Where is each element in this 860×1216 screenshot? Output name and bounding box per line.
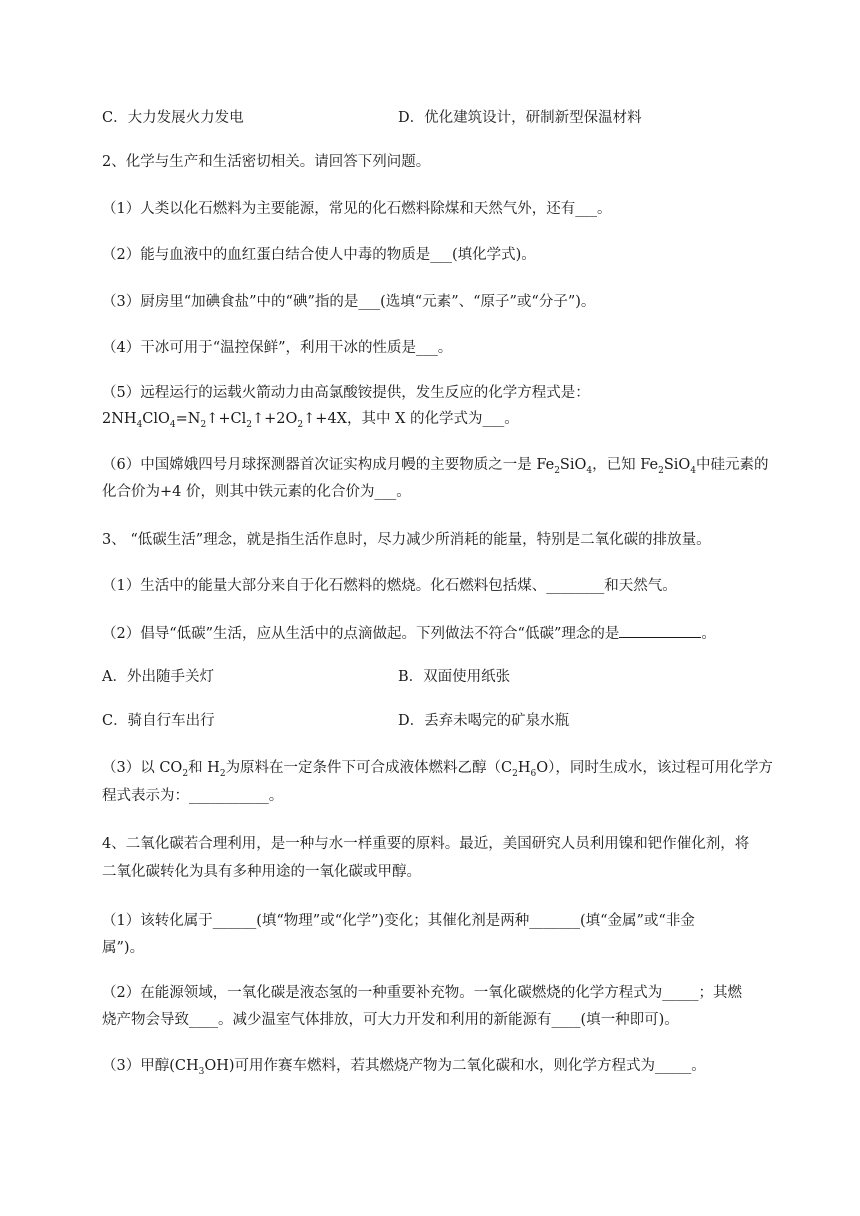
text-seg: SiO xyxy=(663,457,691,473)
subscript: 3 xyxy=(198,1066,205,1077)
subscript: 4 xyxy=(169,419,176,430)
subscript: 2 xyxy=(554,465,560,476)
subscript: 2 xyxy=(246,419,252,430)
q2-stem: 2、化学与生产和生活密切相关。请回答下列问题。 xyxy=(102,154,431,170)
q3-option-c: C．骑自行车出行 xyxy=(102,713,215,729)
q3-part1: （1）生活中的能量大部分来自于化石燃料的燃烧。化石燃料包括煤、________和天然气。 xyxy=(102,578,677,594)
text-seg: （3）以 CO xyxy=(102,760,183,776)
text-seg: OH)可用作赛车燃料，若其燃烧产物为二氧化碳和水，则化学方程式为_____。 xyxy=(204,1058,706,1074)
subscript: 2 xyxy=(658,465,664,476)
text-seg: （6）中国嫦娥四号月球探测器首次证实构成月幔的主要物质之一是 Fe xyxy=(102,457,555,473)
text-seg: ，已知 Fe xyxy=(592,457,659,473)
q2-part2: （2）能与血液中的血红蛋白结合使人中毒的物质是___(填化学式)。 xyxy=(102,247,536,263)
q1-option-c: C．大力发展火力发电 xyxy=(102,110,244,126)
text-seg: 为原料在一定条件下可合成液体燃料乙醇（C xyxy=(225,760,513,776)
q4-stem-line2: 二氧化碳转化为具有多种用途的一氧化碳或甲醇。 xyxy=(102,864,421,880)
text-seg: （3）甲醇(CH xyxy=(102,1058,199,1074)
q2-part5-equation xyxy=(102,409,782,429)
q4-part2-line1: （2）在能源领域，一氧化碳是液态氢的一种重要补充物。一氧化碳燃烧的化学方程式为_____；其燃 xyxy=(102,985,742,1001)
subscript: 6 xyxy=(530,768,537,779)
q3-option-d: D．丢弃未喝完的矿泉水瓶 xyxy=(398,713,570,729)
q3-stem: 3、 “低碳生活”理念，就是指生活作息时，尽力减少所消耗的能量，特别是二氧化碳的排放量。 xyxy=(102,532,711,548)
subscript: 4 xyxy=(136,419,143,430)
q2-part6-line2: 化合价为+4 价，则其中铁元素的化合价为___。 xyxy=(102,484,411,500)
subscript: 2 xyxy=(200,419,207,430)
subscript: 2 xyxy=(182,768,189,779)
subscript: 2 xyxy=(219,768,226,779)
q3-option-a: A．外出随手关灯 xyxy=(102,669,214,685)
text-seg: （2）倡导“低碳”生活，应从生活中的点滴做起。下列做法不符合“低碳”理念的是 xyxy=(102,626,620,642)
subscript: 2 xyxy=(297,419,304,430)
q3-part3-line1 xyxy=(102,758,782,778)
eq-seg: ↑+4X，其中 X 的化学式为___。 xyxy=(303,411,519,427)
q4-part1-line1: （1）该转化属于______(填“物理”或“化学”)变化；其催化剂是两种_______(填“金属”或“非金 xyxy=(102,913,695,929)
text-seg: SiO xyxy=(559,457,587,473)
subscript: 2 xyxy=(512,768,518,779)
text-seg: 中硅元素的 xyxy=(696,457,769,473)
eq-seg: ↑+2O xyxy=(252,411,298,427)
eq-seg: 2NH xyxy=(102,411,137,427)
q3-part3-line2: 程式表示为：___________。 xyxy=(102,788,284,804)
answer-blank xyxy=(619,623,701,638)
q2-part1: （1）人类以化石燃料为主要能源，常见的化石燃料除煤和天然气外，还有___。 xyxy=(102,201,612,217)
q2-part5-line1: （5）远程运行的运载火箭动力由高氯酸铵提供，发生反应的化学方程式是： xyxy=(102,385,590,401)
q2-part3: （3）厨房里“加碘食盐”中的“碘”指的是___(选填“元素”、“原子”或“分子”)。 xyxy=(102,294,596,310)
text-seg: 。 xyxy=(701,626,716,642)
eq-seg: ↑+Cl xyxy=(206,411,247,427)
eq-seg: ClO xyxy=(142,411,170,427)
q3-part2 xyxy=(102,623,782,644)
text-seg: 和 H xyxy=(188,760,220,776)
q4-part3 xyxy=(102,1056,782,1076)
eq-seg: =N xyxy=(175,411,201,427)
subscript: 4 xyxy=(690,465,697,476)
q4-part1-line2: 属”)。 xyxy=(102,940,145,956)
q4-part2-line2: 烧产物会导致____。减少温室气体排放，可大力开发和利用的新能源有____(填一种即可)。 xyxy=(102,1012,679,1028)
q1-option-d: D．优化建筑设计，研制新型保温材料 xyxy=(398,110,642,126)
text-seg: H xyxy=(517,760,531,776)
q2-part6-line1 xyxy=(102,455,782,475)
q3-option-b: B．双面使用纸张 xyxy=(398,669,511,685)
q4-stem-line1: 4、二氧化碳若合理利用，是一种与水一样重要的原料。最近，美国研究人员利用镍和钯作催化剂，将 xyxy=(102,836,750,852)
q2-part4: （4）干冰可用于“温控保鲜”，利用干冰的性质是___。 xyxy=(102,340,453,356)
text-seg: O），同时生成水，该过程可用化学方 xyxy=(536,760,773,776)
subscript: 4 xyxy=(586,465,593,476)
